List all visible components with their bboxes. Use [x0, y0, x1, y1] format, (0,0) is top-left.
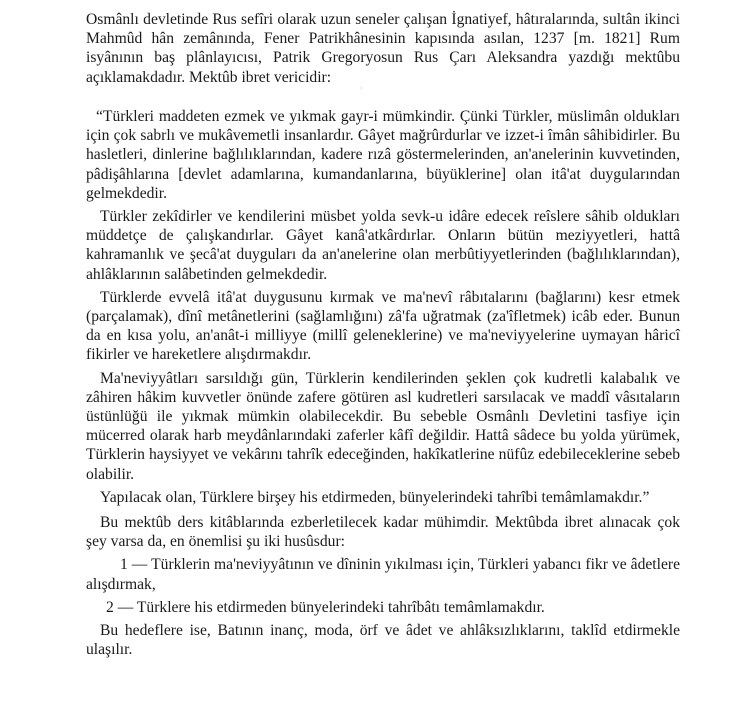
letter-quote [86, 107, 680, 511]
list-item-1: 1 — Türklerin ma'neviyyâtının ve dîninin yıkılması için, Türkleri yabancı fikr ve âdetlere alışdırmak, [86, 556, 680, 593]
commentary-paragraph-2: Bu hedeflere ise, Batının inanç, moda, örf ve âdet ve ahlâksızlıklarını, taklîd etdirmekle ulaşılır. [86, 622, 680, 659]
quote-paragraph-3: Türklerde evvelâ itâ'at duygusunu kırmak ve ma'nevî râbıtalarını (bağlarını) kesr etmek (parçalamak), dînî metânetlerini (sağlamlığını) zâ'fa uğratmak (za'îfletmek) icâb eder. Bunun da en kısa yolu, an'anât-i milliyye (millî geleneklerine) ve ma'neviyyelerine uymayan hâricî fikirler ve hareketlere alışdırmakdır. [86, 288, 680, 364]
commentary-paragraph-1: Bu mektûb ders kitâblarında ezberletilecek kadar mühimdir. Mektûbda ibret alınacak çok şey varsa da, en önemlisi şu iki husûsdur: [86, 514, 680, 551]
commentary [86, 513, 680, 663]
intro-paragraph: Osmânlı devletinde Rus sefîri olarak uzun seneler çalışan İgnatiyef, hâtıralarında, sultân ikinci Mahmûd hân zemânında, Fener Patrikhânesinin kapısında asılan, 1237 [m. 1821] Rum isyânının baş plânlayıcısı, Patrik Gregoryosun Rus Çarı Aleksandra yazdığı mektûbu açıklamakdadır. Mektûb ibret vericidir: [86, 11, 680, 86]
quote-paragraph-2: Türkler zekîdirler ve kendilerini müsbet yolda sevk-u idâre edecek reîslere sâhib oldukları müddetçe de çalışkandırlar. Gâyet kanâ'atkârdırlar. Onların bütün meziyyetleri, hattâ kahramanlık ve şecâ'at duyguları da an'anelerine olan merbûtiyyetlerinden (bağlılıklarından), ahlâklarının salâbetinden gelmekdedir. [86, 208, 680, 283]
quote-paragraph-4: Ma'neviyyâtları sarsıldığı gün, Türklerin kendilerinden şeklen çok kudretli kalabalık ve zâhiren hâkim kuvvetler önünde zafere götüren asl kudretleri sarsılacak ve maddî vâsıtaların üstünlüğü ile yıkmak mümkin olabilecekdir. Bu sebeble Osmânlı Devletini tasfiye için mücerred olarak harb meydânlarındaki zaferler kâfî değildir. Hattâ sâdece bu yolda yürümek, Türklerin haysiyyet ve vekârını tahrîk edeceğinden, hakîkatlerine nüfûz edebileceklerine sebeb olabilir. [86, 369, 680, 483]
list-item-2: 2 — Türklere his etdirmeden bünyelerindeki tahrîbâtı temâmlamakdır. [106, 598, 545, 616]
separator-dot: · [360, 84, 363, 93]
quote-paragraph-1: “Türkleri maddeten ezmek ve yıkmak gayr-i mümkindir. Çünki Türkler, müslimân oldukları için çok sabrlı ve mukâvemetli insanlardır. Gâyet mağrûrdurlar ve izzet-i îmân sâhibidirler. Bu hasletleri, dinlerine bağlılıklarından, kadere rızâ göstermelerinden, an'anelerinin kuvvetinden, pâdişâhlarına [devlet adamlarına, kumandanlarına, büyüklerine] olan itâ'at duygularından gelmekdedir. [86, 108, 680, 202]
quote-paragraph-5: Yapılacak olan, Türklere birşey his etdirmeden, bünyelerindeki tahrîbi temâmlamakdır.” [100, 488, 650, 506]
